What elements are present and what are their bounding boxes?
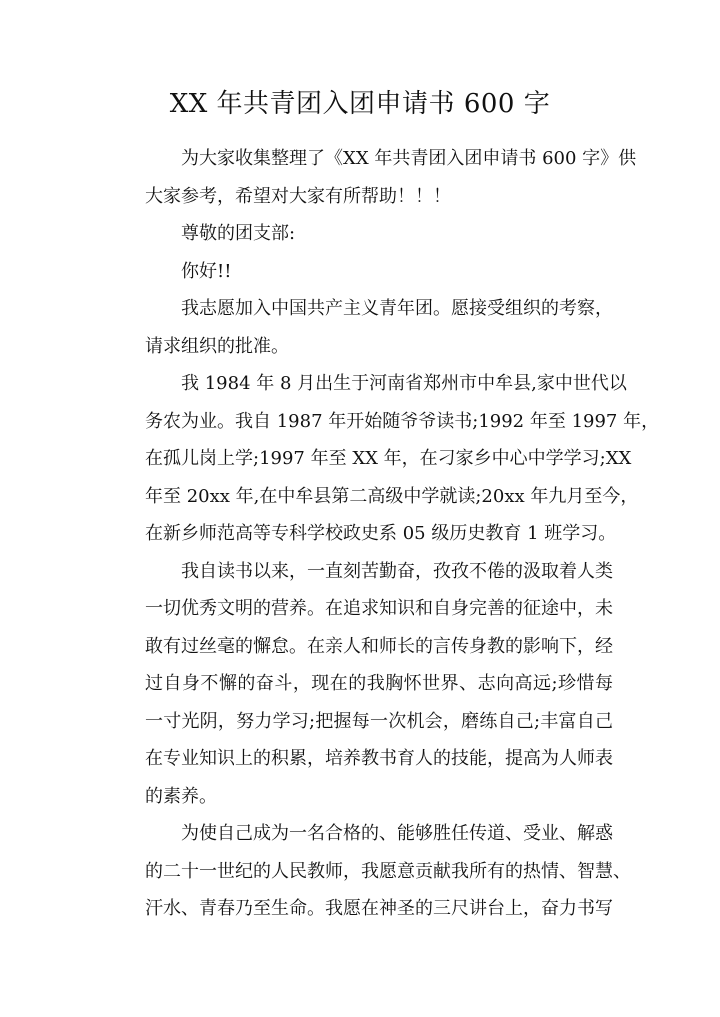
paragraph-line: 在新乡师范高等专科学校政史系 05 级历史教育 1 班学习。 <box>145 523 617 544</box>
document-body <box>109 140 660 928</box>
paragraph-intro <box>109 140 637 215</box>
paragraph-line: 务农为业。我自 1987 年开始随爷爷读书;1992 年至 1997 年， <box>145 410 660 432</box>
paragraph-line: 年至 20xx 年,在中牟县第二高级中学就读;20xx 年九月至今， <box>145 485 639 507</box>
paragraph-request <box>109 290 613 365</box>
paragraph-line: 为使自己成为一名合格的、能够胜任传道、受业、解惑 <box>181 823 613 844</box>
paragraph-line: 汗水、青春乃至生命。我愿在神圣的三尺讲台上，奋力书写 <box>145 898 613 919</box>
paragraph-commitment <box>109 815 631 928</box>
paragraph-line: 我 1984 年 8 月出生于河南省郑州市中牟县,家中世代以 <box>181 373 627 394</box>
paragraph-line: 你好!! <box>181 260 232 282</box>
paragraph-line: 请求组织的批准。 <box>145 335 289 357</box>
paragraph-line: 大家参考，希望对大家有所帮助！！！ <box>145 185 451 207</box>
paragraph-line: 尊敬的团支部: <box>181 223 296 244</box>
paragraph-line: 一切优秀文明的营养。在追求知识和自身完善的征途中，未 <box>145 598 613 619</box>
paragraph-greeting <box>109 253 613 291</box>
paragraph-line: 敢有过丝毫的懈怠。在亲人和师长的言传身教的影响下，经 <box>145 635 613 657</box>
paragraph-line: 一寸光阴，努力学习;把握每一次机会，磨练自己;丰富自己 <box>145 710 613 732</box>
paragraph-line: 为大家收集整理了《XX 年共青团入团申请书 600 字》供 <box>181 148 637 169</box>
paragraph-line: 我志愿加入中国共产主义青年团。愿接受组织的考察， <box>181 298 613 319</box>
paragraph-line: 的素养。 <box>145 785 217 807</box>
paragraph-line: 我自读书以来，一直刻苦勤奋，孜孜不倦的汲取着人类 <box>181 560 613 582</box>
paragraph-salutation <box>109 215 613 253</box>
paragraph-biography <box>109 365 660 553</box>
document-title: XX 年共青团入团申请书 600 字 <box>169 89 551 119</box>
paragraph-line: 在专业知识上的积累，培养教书育人的技能，提高为人师表 <box>145 748 613 769</box>
paragraph-line: 在孤儿岗上学;1997 年至 XX 年，在刁家乡中心中学学习;XX <box>145 448 632 469</box>
paragraph-line: 的二十一世纪的人民教师，我愿意贡献我所有的热情、智慧、 <box>145 860 631 882</box>
paragraph-line: 过自身不懈的奋斗，现在的我胸怀世界、志向高远;珍惜每 <box>145 673 613 694</box>
paragraph-study <box>109 553 613 816</box>
